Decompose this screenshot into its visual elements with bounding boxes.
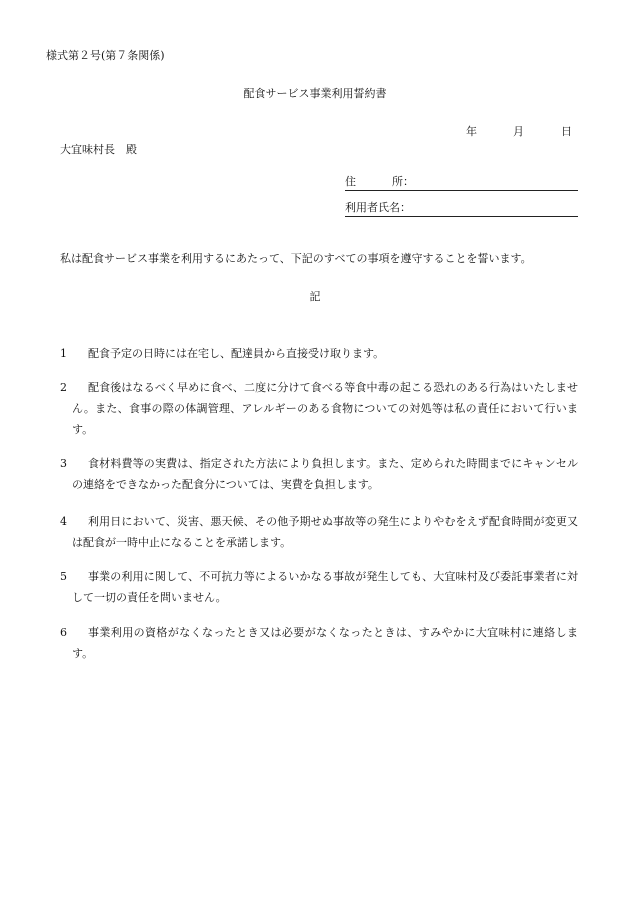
addressee: 大宜味村長 殿	[60, 143, 137, 156]
item-number: 4	[60, 515, 67, 528]
list-item	[60, 453, 578, 495]
item-number: 2	[60, 381, 67, 394]
user-name-label: 利用者氏名：	[345, 201, 411, 214]
form-number: 様式第２号(第７条関係)	[46, 49, 165, 62]
address-label-part-1: 住	[345, 175, 356, 188]
item-number: 6	[60, 626, 67, 639]
item-text: 事業利用の資格がなくなったとき又は必要がなくなったときは、すみやかに大宜味村に連絡します。	[72, 626, 578, 660]
list-item	[60, 511, 578, 553]
address-label-part-2: 所：	[392, 175, 414, 188]
date-day-label: 日	[561, 125, 572, 138]
list-item	[60, 566, 578, 608]
item-text: 配食後はなるべく早めに食べ、二度に分けて食べる等食中毒の起こる恐れのある行為はいたしません。また、食事の際の体調管理、アレルギーのある食物についての対処等は私の責任において行います。	[72, 381, 578, 436]
document-title: 配食サービス事業利用誓約書	[243, 87, 387, 100]
item-number: 5	[60, 570, 67, 583]
item-text: 事業の利用に関して、不可抗力等によるいかなる事故が発生しても、大宜味村及び委託事業者に対して一切の責任を問いません。	[72, 570, 578, 604]
date-year-label: 年	[466, 125, 477, 138]
list-item	[60, 622, 578, 664]
item-text: 配食予定の日時には在宅し、配達員から直接受け取ります。	[88, 347, 385, 360]
item-number: 1	[60, 347, 67, 360]
list-item	[60, 377, 578, 440]
address-field[interactable]	[345, 175, 578, 191]
item-text: 利用日において、災害、悪天候、その他予期せぬ事故等の発生によりやむをえず配食時間が変更又は配食が一時中止になることを承諾します。	[72, 515, 578, 549]
user-name-field[interactable]	[345, 201, 578, 217]
ki-heading: 記	[309, 290, 321, 303]
pledge-text: 私は配食サービス事業を利用するにあたって、下記のすべての事項を遵守することを誓います。	[60, 252, 532, 265]
item-text: 食材料費等の実費は、指定された方法により負担します。また、定められた時間までにキャンセルの連絡をできなかった配食分については、実費を負担します。	[72, 457, 578, 491]
date-month-label: 月	[513, 125, 524, 138]
item-number: 3	[60, 457, 67, 470]
list-item	[60, 343, 578, 364]
